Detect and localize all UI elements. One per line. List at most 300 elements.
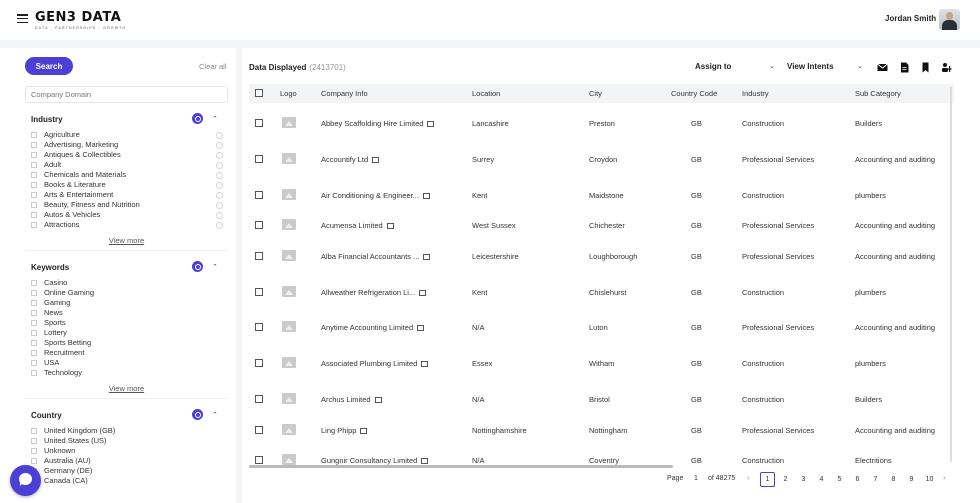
city-cell xyxy=(589,191,624,200)
expand-subcategory-icon[interactable] xyxy=(216,132,223,139)
page-button[interactable]: 1 xyxy=(760,472,775,487)
search-icon[interactable] xyxy=(192,261,203,272)
industry-cell xyxy=(742,191,784,200)
company-name-text: Abbey Scaffolding Hire Limited xyxy=(321,119,424,128)
row-checkbox[interactable] xyxy=(255,221,263,229)
filter-option-label: Sports xyxy=(44,318,66,327)
table-row[interactable] xyxy=(249,185,954,205)
filter-option-label: Germany (DE) xyxy=(44,466,93,475)
vertical-scrollbar[interactable] xyxy=(950,87,952,462)
column-header-country-code[interactable]: Country Code xyxy=(671,89,718,98)
company-name-text: Accountify Ltd xyxy=(321,155,369,164)
filter-option-label: Canada (CA) xyxy=(44,476,88,485)
keywords-list xyxy=(31,278,227,378)
sub-category-cell-text: Accounting and auditing xyxy=(855,155,936,164)
city-cell xyxy=(589,323,608,332)
filter-option[interactable] xyxy=(31,288,227,298)
sub-category-cell-text: Accounting and auditing xyxy=(855,426,936,435)
page-total: of 48275 xyxy=(708,475,736,482)
email-icon[interactable] xyxy=(877,62,888,73)
country-list xyxy=(31,426,227,486)
filter-option-label: News xyxy=(44,308,63,317)
data-panel xyxy=(242,48,980,503)
industry-cell-text: Construction xyxy=(742,456,785,465)
menu-icon[interactable] xyxy=(17,14,28,23)
sub-category-cell xyxy=(855,456,892,465)
column-header-logo[interactable]: Logo xyxy=(280,89,297,98)
location-cell-text: Essex xyxy=(472,359,493,368)
row-checkbox[interactable] xyxy=(255,323,263,331)
industry-cell-text: Professional Services xyxy=(742,426,815,435)
row-checkbox[interactable] xyxy=(255,456,263,464)
location-cell xyxy=(472,359,492,368)
linkedin-icon[interactable] xyxy=(423,193,430,199)
location-cell xyxy=(472,191,487,200)
country-code-cell xyxy=(691,155,702,164)
column-header-industry[interactable]: Industry xyxy=(742,89,769,98)
sub-category-cell-text: plumbers xyxy=(855,191,886,200)
filter-checkbox[interactable] xyxy=(31,192,37,198)
chevron-down-icon: ⌄ xyxy=(769,63,775,70)
filter-option[interactable] xyxy=(31,170,227,180)
sub-category-cell-text: Accounting and auditing xyxy=(855,252,936,261)
table-row[interactable] xyxy=(249,113,954,133)
keywords-filter-title: Keywords xyxy=(31,263,70,272)
country-code-cell xyxy=(691,288,702,297)
country-code-cell xyxy=(691,426,702,435)
company-name-text: Gungnir Consultancy Limited xyxy=(321,456,418,465)
filter-checkbox[interactable] xyxy=(31,142,37,148)
company-logo-placeholder-icon xyxy=(282,286,296,297)
location-cell-text: West Sussex xyxy=(472,221,516,230)
location-cell xyxy=(472,252,519,261)
country-code-cell-text: GB xyxy=(691,395,702,404)
industry-list xyxy=(31,130,227,230)
select-all-checkbox[interactable] xyxy=(255,89,263,97)
country-code-cell-text: GB xyxy=(691,288,702,297)
row-checkbox[interactable] xyxy=(255,359,263,367)
location-cell-text: Kent xyxy=(472,191,488,200)
table-row[interactable] xyxy=(249,282,954,302)
filter-option[interactable] xyxy=(31,456,227,466)
company-name[interactable] xyxy=(321,288,426,297)
sub-category-cell-text: Electritions xyxy=(855,456,892,465)
row-checkbox[interactable] xyxy=(255,119,263,127)
column-header-company-info[interactable]: Company Info xyxy=(321,89,368,98)
filter-option[interactable] xyxy=(31,130,227,140)
company-name[interactable] xyxy=(321,395,382,404)
filter-option-label: Advertising, Marketing xyxy=(44,140,119,149)
company-name[interactable] xyxy=(321,456,428,465)
company-name[interactable] xyxy=(321,221,394,230)
filter-checkbox[interactable] xyxy=(31,370,37,376)
country-code-cell xyxy=(691,221,702,230)
location-cell xyxy=(472,426,527,435)
filter-option[interactable] xyxy=(31,338,227,348)
linkedin-icon[interactable] xyxy=(421,458,428,464)
country-code-cell-text: GB xyxy=(691,252,702,261)
company-logo-placeholder-icon xyxy=(282,153,296,164)
company-name[interactable] xyxy=(321,155,379,164)
expand-subcategory-icon[interactable] xyxy=(216,222,223,229)
company-name[interactable] xyxy=(321,426,367,435)
company-name-text: Associated Plumbing Limited xyxy=(321,359,418,368)
clear-all-link[interactable]: Clear all xyxy=(199,62,227,71)
table-header xyxy=(249,84,954,103)
horizontal-scrollbar[interactable] xyxy=(249,465,673,468)
chevron-up-icon[interactable]: ⌃ xyxy=(212,264,218,271)
city-cell-text: Chislehurst xyxy=(589,288,627,297)
filter-checkbox[interactable] xyxy=(31,202,37,208)
location-cell xyxy=(472,155,494,164)
chat-icon[interactable] xyxy=(10,465,41,496)
filter-checkbox[interactable] xyxy=(31,182,37,188)
country-code-cell-text: GB xyxy=(691,119,702,128)
filter-option-label: United Kingdom (GB) xyxy=(44,426,116,435)
row-checkbox[interactable] xyxy=(255,395,263,403)
filter-checkbox[interactable] xyxy=(31,290,37,296)
filter-option-label: United States (US) xyxy=(44,436,107,445)
row-checkbox[interactable] xyxy=(255,252,263,260)
industry-cell-text: Construction xyxy=(742,191,785,200)
industry-cell xyxy=(742,252,814,261)
filter-checkbox[interactable] xyxy=(31,300,37,306)
city-cell xyxy=(589,426,627,435)
view-more-link[interactable]: View more xyxy=(108,236,145,245)
location-cell-text: N/A xyxy=(472,395,485,404)
industry-cell xyxy=(742,456,784,465)
filter-option-label: Chemicals and Materials xyxy=(44,170,127,179)
sub-category-cell xyxy=(855,426,935,435)
industry-cell xyxy=(742,323,814,332)
filter-option-label: Agriculture xyxy=(44,130,80,139)
filter-checkbox[interactable] xyxy=(31,438,37,444)
filter-option-label: Books & Literature xyxy=(44,180,106,189)
expand-subcategory-icon[interactable] xyxy=(216,152,223,159)
industry-cell-text: Construction xyxy=(742,395,785,404)
assign-to-dropdown[interactable] xyxy=(695,57,777,76)
filter-checkbox[interactable] xyxy=(31,320,37,326)
company-logo-placeholder-icon xyxy=(282,117,296,128)
city-cell-text: Maidstone xyxy=(589,191,624,200)
filter-option[interactable] xyxy=(31,180,227,190)
company-name[interactable] xyxy=(321,323,424,332)
sub-category-cell xyxy=(855,395,882,404)
linkedin-icon[interactable] xyxy=(387,223,394,229)
sub-category-cell xyxy=(855,323,935,332)
filter-option[interactable] xyxy=(31,140,227,150)
page-button[interactable]: 7 xyxy=(873,476,878,483)
page-button[interactable]: 9 xyxy=(909,476,914,483)
filter-option-label: Recruitment xyxy=(44,348,85,357)
expand-subcategory-icon[interactable] xyxy=(216,202,223,209)
company-name[interactable] xyxy=(321,191,430,200)
filter-option[interactable] xyxy=(31,436,227,446)
industry-cell xyxy=(742,119,784,128)
industry-cell xyxy=(742,288,784,297)
page-label: Page xyxy=(667,475,684,482)
linkedin-icon[interactable] xyxy=(360,428,367,434)
top-header xyxy=(0,0,980,40)
page-input[interactable]: 1 xyxy=(694,475,698,482)
bookmark-icon[interactable] xyxy=(920,62,931,73)
industry-cell-text: Professional Services xyxy=(742,252,815,261)
filter-option-label: Sports Betting xyxy=(44,338,92,347)
city-cell xyxy=(589,359,614,368)
location-cell-text: Kent xyxy=(472,288,488,297)
sub-category-cell xyxy=(855,191,886,200)
company-logo-placeholder-icon xyxy=(282,424,296,435)
filter-option[interactable] xyxy=(31,220,227,230)
filter-checkbox[interactable] xyxy=(31,448,37,454)
sub-category-cell xyxy=(855,252,935,261)
page-button[interactable]: 5 xyxy=(837,476,842,483)
table-row[interactable] xyxy=(249,215,954,235)
linkedin-icon[interactable] xyxy=(427,121,434,127)
table-row[interactable] xyxy=(249,149,954,169)
city-cell-text: Coventry xyxy=(589,456,620,465)
expand-subcategory-icon[interactable] xyxy=(216,182,223,189)
column-header-location[interactable]: Location xyxy=(472,89,501,98)
country-code-cell xyxy=(691,191,702,200)
location-cell xyxy=(472,456,485,465)
country-code-cell xyxy=(691,119,702,128)
chevron-up-icon[interactable]: ⌃ xyxy=(212,412,218,419)
company-domain-input[interactable] xyxy=(25,86,228,103)
filter-checkbox[interactable] xyxy=(31,172,37,178)
filter-option-label: Online Gaming xyxy=(44,288,95,297)
avatar[interactable] xyxy=(939,9,960,30)
filter-checkbox[interactable] xyxy=(31,330,37,336)
filter-checkbox[interactable] xyxy=(31,152,37,158)
industry-filter xyxy=(25,115,228,251)
page-button[interactable]: 4 xyxy=(819,476,824,483)
filter-option[interactable] xyxy=(31,466,227,476)
industry-cell-text: Construction xyxy=(742,119,785,128)
page-button[interactable]: 8 xyxy=(891,476,896,483)
country-code-cell xyxy=(691,456,702,465)
city-cell-text: Preston xyxy=(589,119,615,128)
filter-checkbox[interactable] xyxy=(31,132,37,138)
filter-option-label: Australia (AU) xyxy=(44,456,91,465)
city-cell-text: Croydon xyxy=(589,155,618,164)
filter-option-label: Technology xyxy=(44,368,82,377)
location-cell-text: N/A xyxy=(472,456,485,465)
expand-subcategory-icon[interactable] xyxy=(216,162,223,169)
filter-option[interactable] xyxy=(31,476,227,486)
table-row[interactable] xyxy=(249,246,954,266)
table-row[interactable] xyxy=(249,420,954,440)
industry-cell xyxy=(742,395,784,404)
company-name-text: Anytime Accounting Limited xyxy=(321,323,414,332)
city-cell-text: Loughborough xyxy=(589,252,638,261)
filter-checkbox[interactable] xyxy=(31,310,37,316)
company-name-text: Air Conditioning & Engineer... xyxy=(321,191,419,200)
sub-category-cell-text: Accounting and auditing xyxy=(855,323,936,332)
city-cell-text: Witham xyxy=(589,359,615,368)
chevron-left-icon[interactable]: ‹ xyxy=(747,473,750,482)
column-header-sub-category[interactable]: Sub Category xyxy=(855,89,901,98)
sub-category-cell-text: Builders xyxy=(855,395,883,404)
country-filter xyxy=(25,411,228,491)
filter-option[interactable] xyxy=(31,160,227,170)
row-checkbox[interactable] xyxy=(255,288,263,296)
filter-option[interactable] xyxy=(31,200,227,210)
filter-option[interactable] xyxy=(31,328,227,338)
sub-category-cell xyxy=(855,221,935,230)
filter-option-label: Attractions xyxy=(44,220,80,229)
company-logo-placeholder-icon xyxy=(282,219,296,230)
city-cell-text: Luton xyxy=(589,323,608,332)
filter-checkbox[interactable] xyxy=(31,222,37,228)
company-logo-placeholder-icon xyxy=(282,454,296,465)
keywords-filter xyxy=(25,263,228,399)
company-logo-placeholder-icon xyxy=(282,321,296,332)
industry-cell xyxy=(742,155,814,164)
row-checkbox[interactable] xyxy=(255,426,263,434)
industry-cell xyxy=(742,426,814,435)
filter-option-label: USA xyxy=(44,358,60,367)
filter-checkbox[interactable] xyxy=(31,340,37,346)
sub-category-cell-text: Accounting and auditing xyxy=(855,221,936,230)
location-cell-text: Surrey xyxy=(472,155,495,164)
location-cell xyxy=(472,288,487,297)
filter-option[interactable] xyxy=(31,278,227,288)
filter-option[interactable] xyxy=(31,308,227,318)
filter-checkbox[interactable] xyxy=(31,360,37,366)
company-name[interactable] xyxy=(321,359,428,368)
row-checkbox[interactable] xyxy=(255,191,263,199)
linkedin-icon[interactable] xyxy=(423,254,430,260)
linkedin-icon[interactable] xyxy=(375,397,382,403)
company-logo-placeholder-icon xyxy=(282,250,296,261)
view-intents-dropdown[interactable] xyxy=(787,57,865,76)
company-name[interactable] xyxy=(321,119,434,128)
country-code-cell xyxy=(691,323,702,332)
sub-category-cell xyxy=(855,288,886,297)
document-icon[interactable] xyxy=(899,62,910,73)
city-cell xyxy=(589,395,610,404)
filter-option-label: Gaming xyxy=(44,298,71,307)
company-name-text: Ling Phipp xyxy=(321,426,357,435)
filter-option[interactable] xyxy=(31,150,227,160)
country-filter-title: Country xyxy=(31,411,62,420)
filter-checkbox[interactable] xyxy=(31,162,37,168)
industry-cell xyxy=(742,221,814,230)
table-row[interactable] xyxy=(249,353,954,373)
industry-filter-title: Industry xyxy=(31,115,63,124)
view-intents-label: View Intents xyxy=(787,62,834,71)
filter-option[interactable] xyxy=(31,368,227,378)
city-cell xyxy=(589,155,617,164)
filter-option[interactable] xyxy=(31,358,227,368)
company-name[interactable] xyxy=(321,252,430,261)
logo-text: GEN3 DATA xyxy=(35,10,122,25)
page-button[interactable]: 6 xyxy=(855,476,860,483)
filter-option[interactable] xyxy=(31,210,227,220)
chevron-up-icon[interactable]: ⌃ xyxy=(212,116,218,123)
filter-option[interactable] xyxy=(31,318,227,328)
country-code-cell-text: GB xyxy=(691,426,702,435)
search-icon[interactable] xyxy=(192,409,203,420)
expand-subcategory-icon[interactable] xyxy=(216,212,223,219)
company-logo-placeholder-icon xyxy=(282,393,296,404)
filter-checkbox[interactable] xyxy=(31,428,37,434)
sub-category-cell xyxy=(855,119,882,128)
filter-option-label: Casino xyxy=(44,278,68,287)
company-name-text: Allweather Refrigeration Li... xyxy=(321,288,416,297)
expand-subcategory-icon[interactable] xyxy=(216,172,223,179)
industry-cell-text: Professional Services xyxy=(742,221,815,230)
user-name[interactable]: Jordan Smith xyxy=(885,14,937,23)
row-checkbox[interactable] xyxy=(255,155,263,163)
city-cell xyxy=(589,221,625,230)
location-cell xyxy=(472,395,485,404)
city-cell-text: Bristol xyxy=(589,395,610,404)
country-code-cell-text: GB xyxy=(691,359,702,368)
filter-checkbox[interactable] xyxy=(31,350,37,356)
filter-option[interactable] xyxy=(31,190,227,200)
table-row[interactable] xyxy=(249,389,954,409)
company-logo-placeholder-icon xyxy=(282,189,296,200)
search-button[interactable]: Search xyxy=(25,57,73,75)
expand-subcategory-icon[interactable] xyxy=(216,192,223,199)
country-code-cell-text: GB xyxy=(691,323,702,332)
chevron-right-icon[interactable]: › xyxy=(943,473,946,482)
page-button[interactable]: 3 xyxy=(801,476,806,483)
filter-option-label: Beauty, Fitness and Nutrition xyxy=(44,200,140,209)
filter-option[interactable] xyxy=(31,426,227,436)
country-code-cell-text: GB xyxy=(691,191,702,200)
location-cell-text: Nottinghamshire xyxy=(472,426,527,435)
search-icon[interactable] xyxy=(192,113,203,124)
sub-category-cell-text: plumbers xyxy=(855,288,886,297)
expand-subcategory-icon[interactable] xyxy=(216,142,223,149)
filter-option-label: Autos & Vehicles xyxy=(44,210,101,219)
location-cell-text: N/A xyxy=(472,323,485,332)
linkedin-icon[interactable] xyxy=(421,361,428,367)
chevron-down-icon: ⌄ xyxy=(857,63,863,70)
table-row[interactable] xyxy=(249,317,954,337)
filter-option-label: Unknown xyxy=(44,446,76,455)
page-button[interactable]: 2 xyxy=(783,476,788,483)
location-cell xyxy=(472,323,485,332)
page-button[interactable]: 10 xyxy=(925,476,934,483)
linkedin-icon[interactable] xyxy=(372,157,379,163)
sub-category-cell-text: Builders xyxy=(855,119,883,128)
sub-category-cell xyxy=(855,359,886,368)
city-cell xyxy=(589,119,615,128)
view-more-link[interactable]: View more xyxy=(108,384,145,393)
filter-option[interactable] xyxy=(31,298,227,308)
linkedin-icon[interactable] xyxy=(417,325,424,331)
filter-option[interactable] xyxy=(31,348,227,358)
linkedin-icon[interactable] xyxy=(419,290,426,296)
filter-checkbox[interactable] xyxy=(31,280,37,286)
brand-logo[interactable] xyxy=(35,10,126,30)
location-cell xyxy=(472,119,509,128)
filter-checkbox[interactable] xyxy=(31,212,37,218)
location-cell xyxy=(472,221,516,230)
filter-checkbox[interactable] xyxy=(31,458,37,464)
filter-option-label: Lottery xyxy=(44,328,67,337)
industry-cell-text: Construction xyxy=(742,359,785,368)
column-header-city[interactable]: City xyxy=(589,89,602,98)
filter-option[interactable] xyxy=(31,446,227,456)
industry-cell-text: Construction xyxy=(742,288,785,297)
location-cell-text: Lancashire xyxy=(472,119,509,128)
assign-users-icon[interactable] xyxy=(941,62,952,73)
